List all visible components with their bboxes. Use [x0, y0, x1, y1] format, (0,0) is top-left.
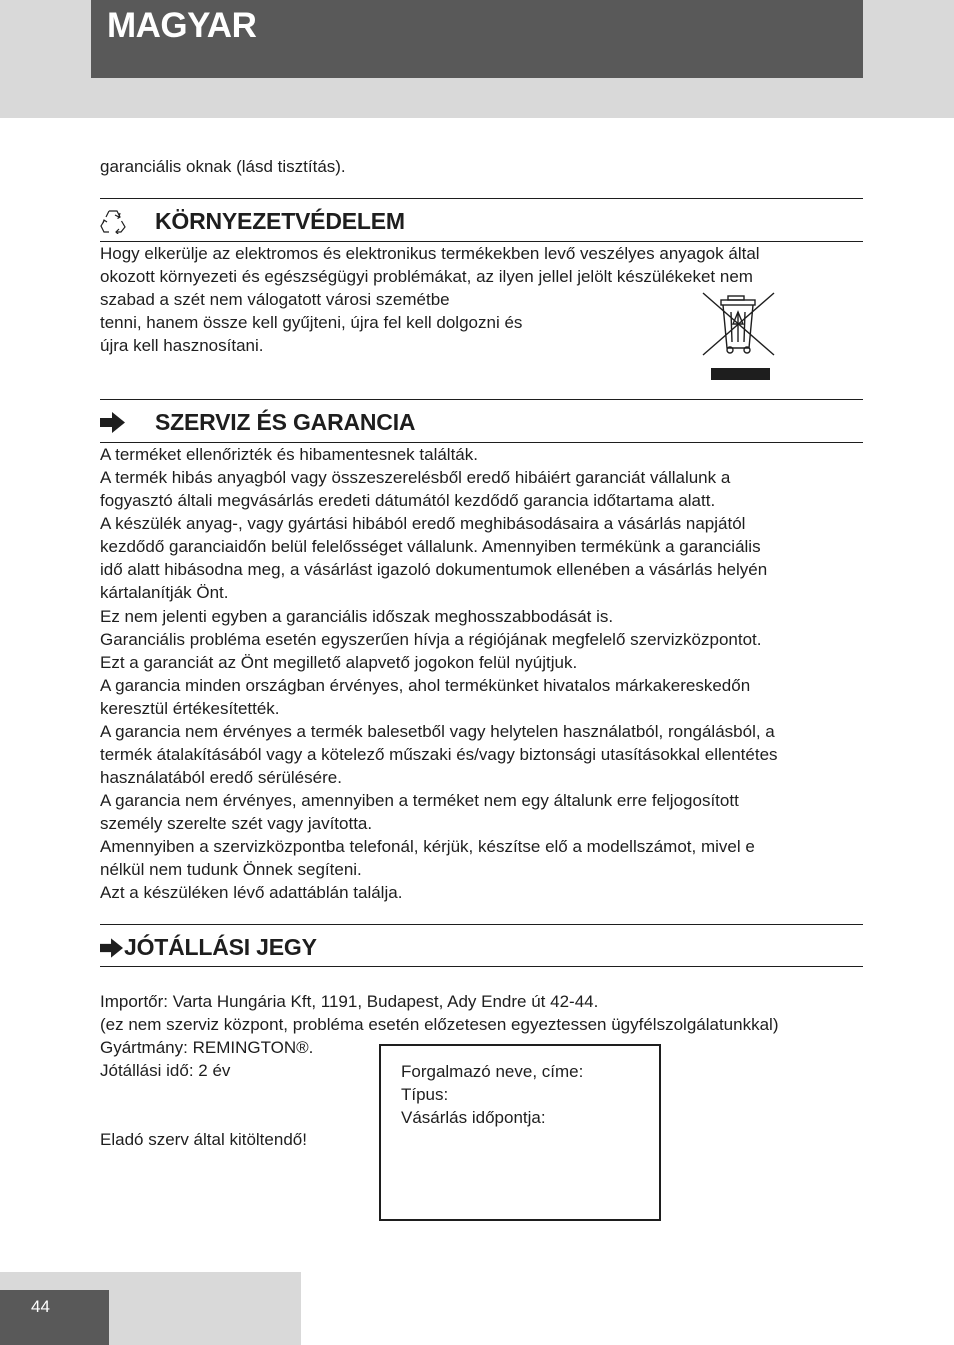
environment-line: tenni, hanem össze kell gyűjteni, újra fel kell dolgozni és	[100, 313, 523, 332]
importer-text: Importőr: Varta Hungária Kft, 1191, Budapest, Ady Endre út 42-44.	[100, 992, 599, 1011]
arrow-right-icon	[100, 412, 125, 438]
environment-line: Hogy elkerülje az elektromos és elektronikus termékekben levő veszélyes anyagok által	[100, 244, 760, 263]
page-number-box	[0, 1290, 109, 1345]
section-rule	[100, 924, 863, 925]
service-line: A garancia minden országban érvényes, ahol termékünket hivatalos márkakereskedőn	[100, 676, 751, 695]
seller-note: Eladó szerv által kitöltendő!	[100, 1130, 307, 1149]
section-title-service: SZERVIZ ÉS GARANCIA	[155, 409, 416, 435]
box-line-distributor: Forgalmazó neve, címe:	[401, 1062, 584, 1081]
service-line: Ez nem jelenti egyben a garanciális időszak meghosszabbodását is.	[100, 607, 614, 626]
service-line: személy szerelte szét vagy javította.	[100, 814, 373, 833]
service-line: termék átalakításából vagy a kötelező műszaki és/vagy biztonsági utasításokkal ellentétes	[100, 745, 778, 764]
section-rule	[100, 198, 863, 199]
language-header	[91, 0, 863, 78]
service-line: Ezt a garanciát az Önt megillető alapvető jogokon felül nyújtjuk.	[100, 653, 578, 672]
crossed-bin-icon	[700, 290, 780, 389]
page-number: 44	[31, 1297, 50, 1316]
importer-note: (ez nem szerviz központ, probléma esetén előzetesen egyeztessen ügyfélszolgálatunkkal)	[100, 1015, 779, 1034]
service-line: Amennyiben a szervizközpontba telefonál, kérjük, készítse elő a modellszámot, mivel e	[100, 837, 755, 856]
environment-line: okozott környezeti és egészségügyi problémákat, az ilyen jellel jelölt készülékeket nem	[100, 267, 753, 286]
box-line-purchase-date: Vásárlás időpontja:	[401, 1108, 546, 1127]
service-line: kártalanítják Önt.	[100, 583, 229, 602]
section-title-environment: KÖRNYEZETVÉDELEM	[155, 208, 405, 234]
service-line: nélkül nem tudunk Önnek segíteni.	[100, 860, 362, 879]
intro-text: garanciális oknak (lásd tisztítás).	[100, 157, 346, 176]
warranty-period: Jótállási idő: 2 év	[100, 1061, 231, 1080]
service-line: A garancia nem érvényes a termék balesetből vagy helytelen használatból, rongálásból, a	[100, 722, 775, 741]
page-title: MAGYAR	[107, 6, 257, 45]
section-rule	[100, 966, 863, 967]
service-line: A termék hibás anyagból vagy összeszerelésből eredő hibáiért garanciát vállalunk a	[100, 468, 731, 487]
service-line: fogyasztó általi megvásárlás eredeti dátumától kezdődő garancia időtartama alatt.	[100, 491, 716, 510]
box-line-type: Típus:	[401, 1085, 449, 1104]
service-line: kezdődő garanciaidőn belül felelősséget vállalunk. Amennyiben termékünk a garanciális	[100, 537, 761, 556]
seller-fill-box	[379, 1044, 661, 1221]
service-line: idő alatt hibásodna meg, a vásárlást igazoló dokumentumok ellenében a vásárlás helyén	[100, 560, 768, 579]
environment-line: szabad a szét nem válogatott városi szemétbe	[100, 290, 450, 309]
brand-text: Gyártmány: REMINGTON®.	[100, 1038, 314, 1057]
service-line: Azt a készüléken lévő adattáblán találja.	[100, 883, 403, 902]
service-line: keresztül értékesítették.	[100, 699, 280, 718]
service-line: Garanciális probléma esetén egyszerűen hívja a régiójának megfelelő szervizközpontot.	[100, 630, 762, 649]
recycle-icon	[100, 208, 126, 239]
service-line: használatából eredő sérülésére.	[100, 768, 342, 787]
service-line: A készülék anyag-, vagy gyártási hibából eredő meghibásodásaira a vásárlás napjától	[100, 514, 746, 533]
arrow-right-icon	[100, 938, 123, 963]
section-title-warranty: JÓTÁLLÁSI JEGY	[124, 934, 317, 960]
environment-line: újra kell hasznosítani.	[100, 336, 264, 355]
section-rule	[100, 399, 863, 400]
service-line: A garancia nem érvényes, amennyiben a terméket nem egy általunk erre feljogosított	[100, 791, 739, 810]
service-line: A terméket ellenőrizték és hibamentesnek találták.	[100, 445, 478, 464]
